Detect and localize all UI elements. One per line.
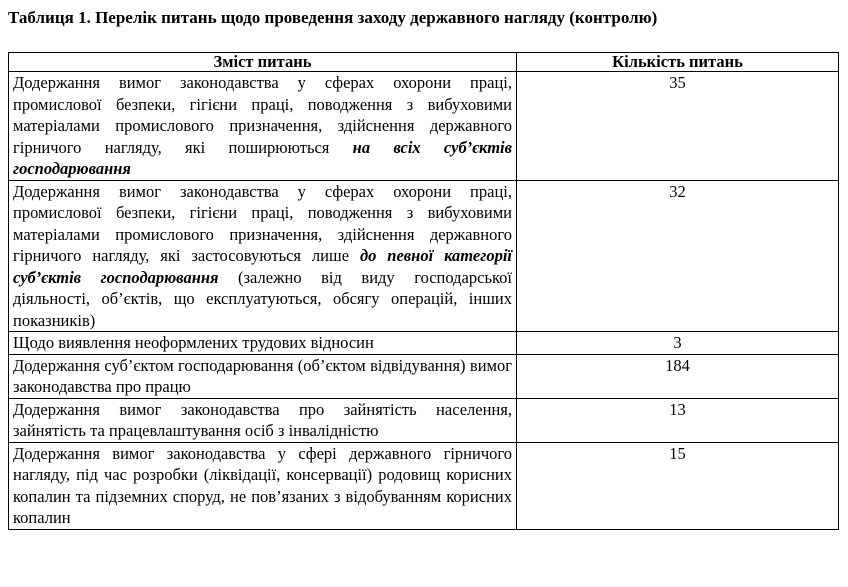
question-count-cell: 35	[517, 72, 839, 181]
question-text: Додержання вимог законодавства у сферах охорони праці, промислової безпеки, гігієни праці, поводження з вибуховими матеріалами промислового призначення, здійснення державного гірничого нагляду, які застосовуються лише	[13, 181, 512, 265]
question-emphasis: до певної категорії суб’єктів господарювання	[13, 246, 512, 287]
question-text: Додержання вимог законодавства у сферах охорони праці, промислової безпеки, гігієни праці, поводження з вибуховими матеріалами промислового призначення, здійснення державного гірничого нагляду, які поширюються	[13, 73, 512, 157]
question-count-cell: 15	[517, 442, 839, 529]
question-text: Додержання вимог законодавства про зайнятість населення, зайнятість та працевлаштування осіб з інвалідністю	[13, 399, 512, 440]
inspection-questions-table	[8, 52, 839, 530]
table-row	[9, 442, 839, 529]
question-count-cell: 184	[517, 354, 839, 398]
question-count-cell: 13	[517, 398, 839, 442]
question-content-cell	[9, 398, 517, 442]
table-row	[9, 354, 839, 398]
question-count-cell: 32	[517, 180, 839, 332]
table-header-row	[9, 53, 839, 72]
table-row	[9, 180, 839, 332]
question-text: Додержання суб’єктом господарювання (об’єктом відвідування) вимог законодавства про працю	[13, 355, 512, 396]
question-content-cell	[9, 442, 517, 529]
question-text: Додержання вимог законодавства у сфері державного гірничого нагляду, під час розробки (ліквідації, консервації) родовищ корисних копалин та підземних споруд, не пов’язаних з відобуванням корисних копалин	[13, 443, 512, 527]
column-header-count: Кількість питань	[517, 53, 839, 72]
table-row	[9, 332, 839, 355]
question-count-cell: 3	[517, 332, 839, 355]
question-content-cell	[9, 180, 517, 332]
question-emphasis: на всіх суб’єктів господарювання	[13, 137, 512, 178]
question-content-cell	[9, 354, 517, 398]
table-caption: Таблиця 1. Перелік питань щодо проведення заходу державного нагляду (контролю)	[8, 8, 658, 27]
question-text-tail: (залежно від виду господарської діяльності, об’єктів, що експлуатуються, обсягу операцій, інших показників)	[13, 267, 512, 330]
table-row	[9, 398, 839, 442]
question-content-cell	[9, 332, 517, 355]
question-content-cell	[9, 72, 517, 181]
table-row	[9, 72, 839, 181]
column-header-content: Зміст питань	[9, 53, 517, 72]
question-text: Щодо виявлення неоформлених трудових відносин	[13, 333, 374, 352]
